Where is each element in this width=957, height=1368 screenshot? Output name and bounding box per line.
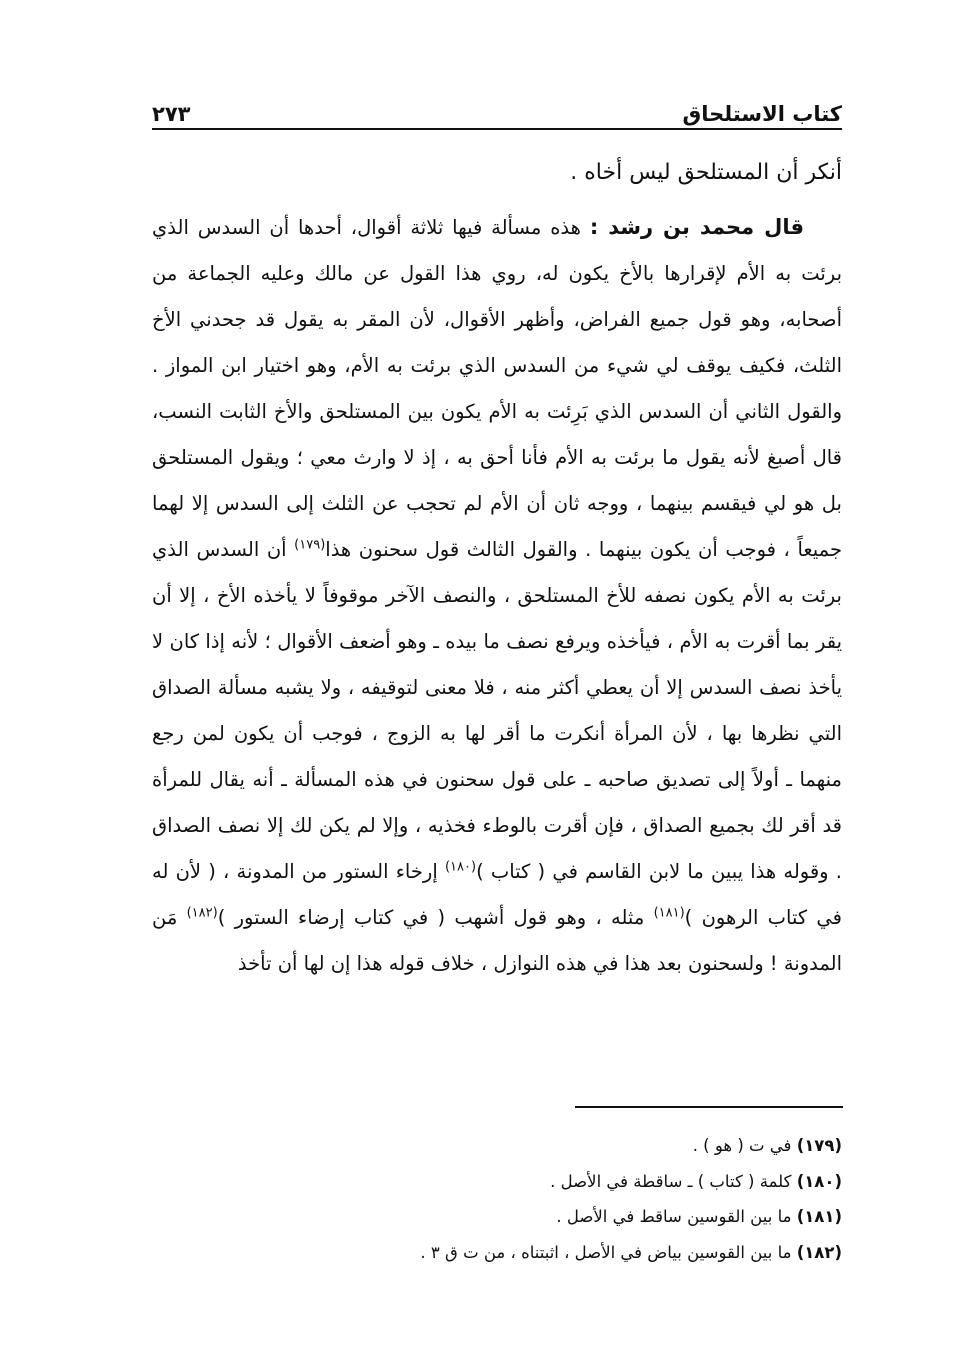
footnote-182: [152, 1235, 842, 1271]
commentary-paragraph: [152, 204, 842, 987]
footnote-text: في ت ( هو ) .: [692, 1136, 792, 1155]
footnote-179: [152, 1128, 842, 1164]
footnote-ref-180[interactable]: (١٨٠): [444, 859, 477, 875]
footnote-text: كلمة ( كتاب ) ـ ساقطة في الأصل .: [550, 1171, 792, 1191]
chapter-title: كتاب الاستلحاق: [682, 102, 842, 126]
speaker-label: قال محمد بن رشد :: [589, 215, 805, 239]
page-number: ٢٧٣: [152, 102, 191, 126]
footnote-ref-181[interactable]: (١٨١): [653, 905, 685, 921]
footnote-number: (١٧٩): [796, 1136, 842, 1155]
footnotes: [152, 1128, 842, 1270]
footnote-180: [152, 1164, 842, 1200]
paragraph-text-4: مثله ، وهو قول أشهب ( في كتاب إرضاء الستور ): [217, 906, 654, 929]
paragraph-text-3: إرخاء الستور من المدونة ، ( لأن له في كتاب الرهون ): [152, 860, 842, 929]
footnote-rule: [575, 1106, 843, 1108]
footnote-ref-182[interactable]: (١٨٢): [186, 905, 218, 921]
opening-line: أنكر أن المستلحق ليس أخاه .: [570, 160, 842, 185]
header-rule: [152, 128, 842, 130]
footnote-ref-179[interactable]: (١٧٩): [294, 537, 326, 553]
footnote-text: ما بين القوسين ساقط في الأصل .: [556, 1207, 792, 1226]
main-text: [152, 150, 842, 987]
running-header: [152, 86, 842, 126]
footnote-number: (١٨٢): [796, 1242, 842, 1262]
footnote-number: (١٨١): [796, 1207, 842, 1226]
paragraph-text-2: أن السدس الذي برئت به الأم يكون نصفه للأخ المستلحق ، والنصف الآخر موقوفاً لا يأخذه الأخ ، إلا أن يقر بما أقرت به الأم ، فيأخذه ويرفع نصف ما بيده ـ وهو أضعف الأقوال ؛ لأنه إذا كان لا يأخذ نصف السدس إلا أن يعطي أكثر منه ، فلا معنى لتوقيفه ، ولا يشبه مسألة الصداق التي نظرها بها ، لأن المرأة أنكرت ما أقر لها به الزوج ، فوجب أن يكون لمن رجع منهما ـ أولاً إلى تصديق صاحبه ـ على قول سحنون في هذه المسألة ـ أنه يقال للمرأة قد أقر لك بجميع الصداق ، فإن أقرت بالوطء فخذيه ، وإلا لم يكن لك إلا نصف الصداق . وقوله هذا يبين ما لابن القاسم في ( كتاب ): [152, 538, 842, 883]
footnote-text: ما بين القوسين بياض في الأصل ، اثبتناه ، من ت ق ٣ .: [420, 1242, 792, 1262]
footnote-181: [152, 1199, 842, 1235]
paragraph-text-5: مَن المدونة ! ولسحنون بعد هذا في هذه النوازل ، خلاف قوله هذا إن لها أن تأخذ: [152, 906, 842, 975]
footnote-number: (١٨٠): [796, 1171, 842, 1191]
paragraph-text-1: هذه مسألة فيها ثلاثة أقوال، أحدها أن السدس الذي برئت به الأم لإقرارها بالأخ يكون له، روي هذا القول عن مالك وعليه الجماعة من أصحابه، وهو قول جميع الفراض، وأظهر الأقوال، لأن المقر به يقول قد جحدني الأخ الثلث، فكيف يوقف لي شيء من السدس الذي برئت به الأم، وهو اختيار ابن المواز . والقول الثاني أن السدس الذي بَرِئت به الأم يكون بين المستلحق والأخ الثابت النسب، قال أصبغ لأنه يقول ما برئت به الأم فأنا أحق به ، إذ لا وارث معي ؛ ويقول المستلحق بل هو لي فيقسم بينهما ، ووجه ثان أن الأم لم تحجب عن الثلث إلى السدس إلا لهما جميعاً ، فوجب أن يكون بينهما . والقول الثالث قول سحنون هذا: [152, 216, 842, 561]
